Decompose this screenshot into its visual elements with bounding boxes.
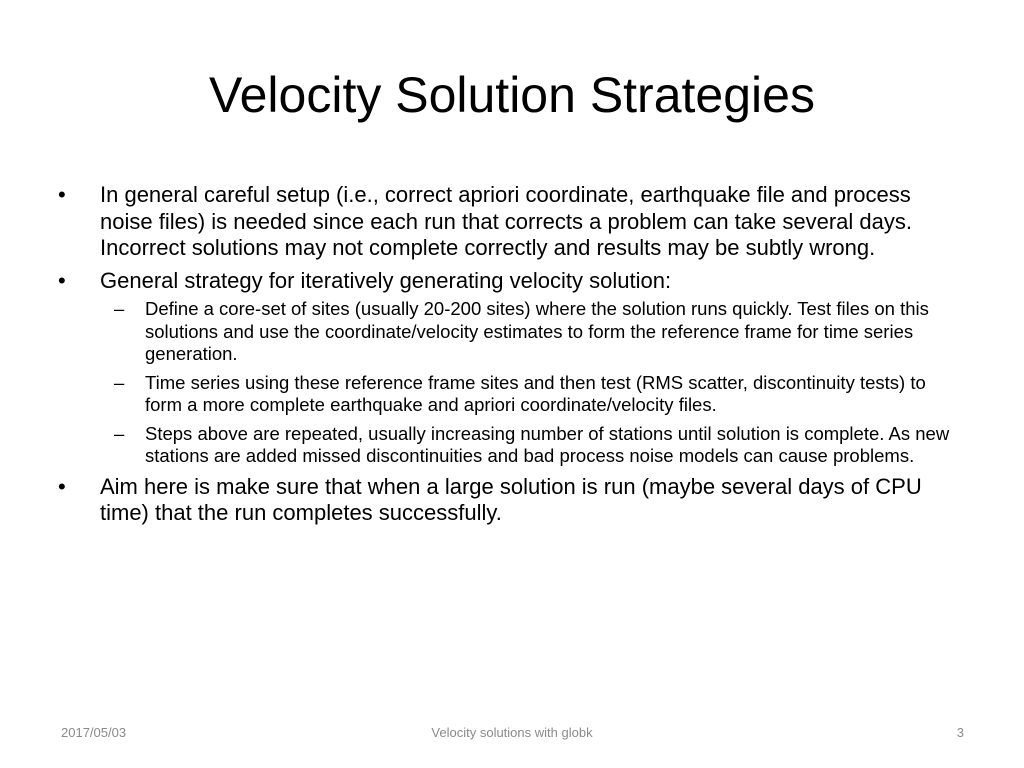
bullet-item — [56, 474, 966, 527]
bullet-item — [56, 268, 966, 468]
dash-icon: – — [114, 298, 125, 319]
sub-bullet-item — [100, 423, 966, 468]
footer-date: 2017/05/03 — [61, 725, 127, 740]
sub-bullet-item — [100, 298, 966, 366]
sub-bullet-item — [100, 372, 966, 417]
bullet-item — [56, 182, 966, 262]
sub-bullet-list — [100, 298, 966, 468]
sub-bullet-text: Steps above are repeated, usually increasing number of stations until solution is complete. As new stations are added missed discontinuities and bad process noise models can cause problems. — [145, 422, 950, 466]
page-number: 3 — [956, 725, 964, 740]
footer-title: Velocity solutions with globk — [431, 725, 593, 740]
bullet-list — [56, 182, 966, 533]
bullet-icon: • — [58, 473, 66, 499]
bullet-text: In general careful setup (i.e., correct apriori coordinate, earthquake file and process noise files) is needed since each run that corrects a problem can take several days. Incorrect solutions may not complete correctly and results may be subtly wrong. — [100, 182, 912, 260]
dash-icon: – — [114, 422, 125, 444]
sub-bullet-text: Time series using these reference frame sites and then test (RMS scatter, discontinuity tests) to form a more complete earthquake and apriori coordinate/velocity files. — [145, 371, 926, 415]
slide-title: Velocity Solution Strategies — [209, 67, 815, 123]
dash-icon: – — [114, 371, 125, 393]
bullet-text: Aim here is make sure that when a large solution is run (maybe several days of CPU time) that the run completes successfully. — [100, 473, 922, 525]
bullet-icon: • — [58, 182, 66, 207]
bullet-icon: • — [58, 267, 66, 293]
sub-bullet-text: Define a core-set of sites (usually 20-200 sites) where the solution runs quickly. Test files on this solutions and use the coordinate/velocity estimates to form the reference frame for time series generation. — [145, 298, 929, 364]
bullet-text: General strategy for iteratively generating velocity solution: — [100, 267, 672, 293]
